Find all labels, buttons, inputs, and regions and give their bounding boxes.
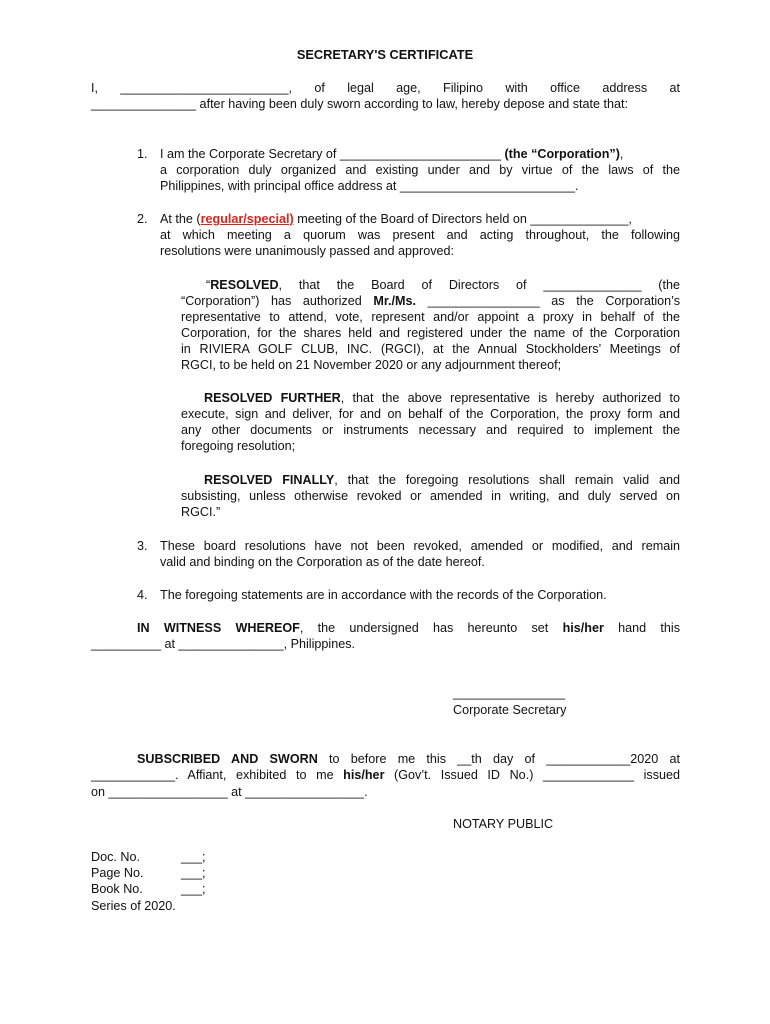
page-no-value: ___; bbox=[181, 866, 206, 880]
resolved-1-line-3: representative to attend, vote, represent and/or appoint a proxy in behalf of the bbox=[181, 310, 680, 324]
corporation-label: (the “Corporation”) bbox=[504, 147, 620, 161]
item-4-number: 4. bbox=[137, 588, 148, 602]
doc-no-value: ___; bbox=[181, 850, 206, 864]
witness-line-2: __________ at _______________, Philippines. bbox=[91, 637, 356, 651]
item-4-line-1: The foregoing statements are in accordance with the records of the Corporation. bbox=[160, 588, 607, 602]
item-1-line-3: Philippines, with principal office address at _________________________. bbox=[160, 179, 579, 193]
notary-public-label: NOTARY PUBLIC bbox=[453, 817, 554, 831]
witness-line-1: IN WITNESS WHEREOF, the undersigned has hereunto set his/her hand this bbox=[137, 621, 680, 635]
resolved-1-line-5: in RIVIERA GOLF CLUB, INC. (RGCI), at the Annual Stockholders’ Meetings of bbox=[181, 342, 680, 356]
resolved-2-line-2: execute, sign and deliver, for and on behalf of the Corporation, the proxy form and bbox=[181, 407, 680, 421]
item-2-number: 2. bbox=[137, 212, 148, 226]
item-3-line-2: valid and binding on the Corporation as of the date hereof. bbox=[160, 555, 485, 569]
doc-no-label: Doc. No. bbox=[91, 850, 140, 864]
resolved-2-line-3: any other documents or instruments necessary and required to implement the bbox=[181, 423, 680, 437]
item-3-line-1: These board resolutions have not been revoked, amended or modified, and remain bbox=[160, 539, 680, 553]
item-1-line-2: a corporation duly organized and existing under and by virtue of the laws of the bbox=[160, 163, 680, 177]
item-2-line-2: at which meeting a quorum was present and acting throughout, the following bbox=[160, 228, 680, 242]
item-1-number: 1. bbox=[137, 147, 148, 161]
resolved-2-line-4: foregoing resolution; bbox=[181, 439, 296, 453]
book-no-label: Book No. bbox=[91, 882, 143, 896]
series-label: Series of 2020. bbox=[91, 899, 176, 913]
item-1-line-1: I am the Corporate Secretary of _______________________ (the “Corporation”), bbox=[160, 147, 624, 161]
signature-line: ________________ bbox=[453, 686, 566, 700]
intro-line-2: _______________ after having been duly sworn according to law, hereby depose and state that: bbox=[91, 97, 629, 111]
resolved-1-line-4: Corporation, for the shares held and registered under the name of the Corporation bbox=[181, 326, 680, 340]
intro-line-1: I, ________________________, of legal age, Filipino with office address at bbox=[91, 81, 680, 95]
resolved-3-line-1: RESOLVED FINALLY, that the foregoing resolutions shall remain valid and bbox=[204, 473, 680, 487]
resolved-1-line-6: RGCI, to be held on 21 November 2020 or any adjournment thereof; bbox=[181, 358, 562, 372]
subscribed-line-2: ____________. Affiant, exhibited to me his/her (Gov’t. Issued ID No.) _____________ issued bbox=[91, 768, 681, 782]
regular-special-option: regular/special) bbox=[200, 212, 294, 226]
subscribed-line-3: on _________________ at _________________. bbox=[91, 785, 368, 799]
resolved-3-line-3: RGCI.” bbox=[181, 505, 221, 519]
signature-label: Corporate Secretary bbox=[453, 703, 567, 717]
resolved-1-line-1: “RESOLVED, that the Board of Directors of ______________ (the bbox=[206, 278, 680, 292]
item-3-number: 3. bbox=[137, 539, 148, 553]
page-no-label: Page No. bbox=[91, 866, 144, 880]
document-title: SECRETARY'S CERTIFICATE bbox=[296, 47, 474, 62]
resolved-3-line-2: subsisting, unless otherwise revoked or amended in writing, and duly served on bbox=[181, 489, 680, 503]
item-2-line-3: resolutions were unanimously passed and approved: bbox=[160, 244, 455, 258]
item-2-line-1: At the (regular/special) meeting of the Board of Directors held on ______________, bbox=[160, 212, 632, 226]
resolved-1-line-2: “Corporation”) has authorized Mr./Ms. ________________ as the Corporation’s bbox=[181, 294, 680, 308]
book-no-value: ___; bbox=[181, 882, 206, 896]
subscribed-line-1: SUBSCRIBED AND SWORN to before me this __th day of ____________2020 at bbox=[137, 752, 681, 766]
resolved-2-line-1: RESOLVED FURTHER, that the above representative is hereby authorized to bbox=[204, 391, 680, 405]
